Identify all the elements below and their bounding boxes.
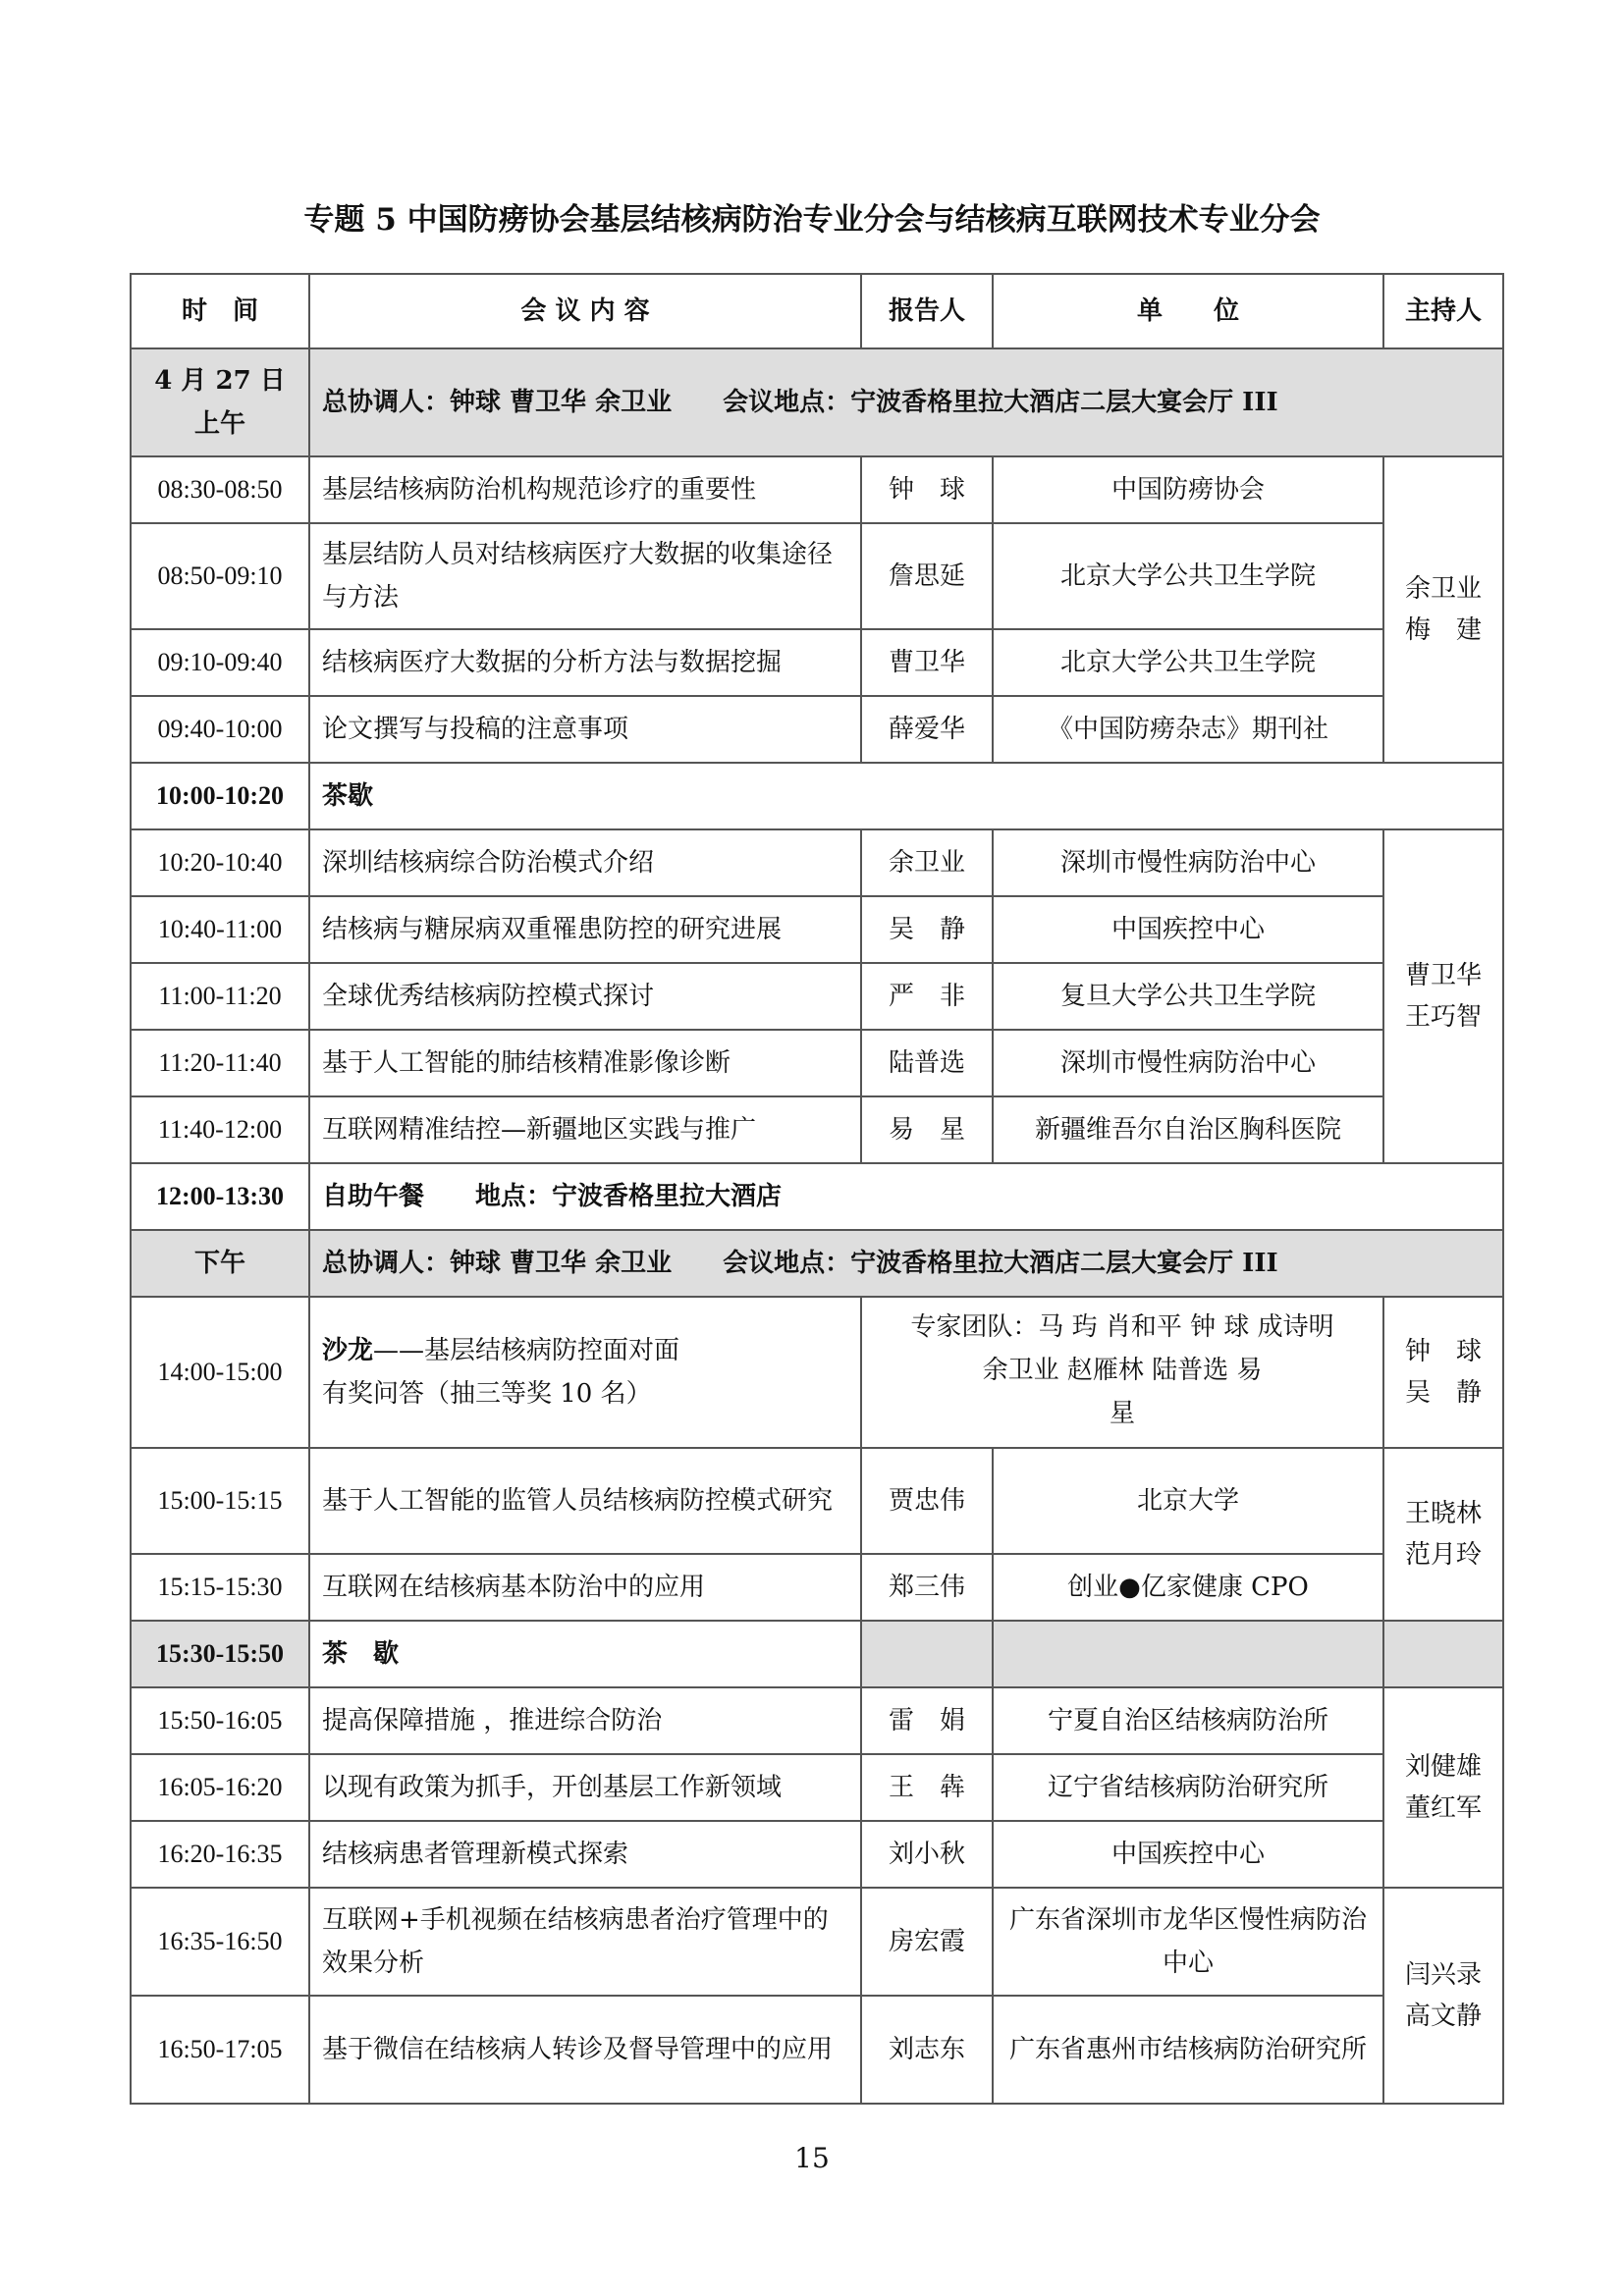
- row-content: 基层结核病防治机构规范诊疗的重要性: [309, 456, 861, 523]
- row-content: 结核病与糖尿病双重罹患防控的研究进展: [309, 896, 861, 963]
- row-speaker: 曹卫华: [861, 629, 993, 696]
- table-row: [131, 523, 1503, 629]
- table-row: [131, 629, 1503, 696]
- afternoon-session-row: [131, 1230, 1503, 1297]
- break-row: [131, 1621, 1503, 1687]
- host-cell: 余卫业 梅 建: [1383, 456, 1503, 763]
- row-content: 基于微信在结核病人转诊及督导管理中的应用: [309, 1996, 861, 2104]
- row-content: 提高保障措施 ，推进综合防治: [309, 1687, 861, 1754]
- salon-experts: 专家团队：马 玙 肖和平 钟 球 成诗明 余卫业 赵雁林 陆普选 易 星: [861, 1297, 1383, 1448]
- row-time: 08:50-09:10: [131, 523, 309, 629]
- row-org: 深圳市慢性病防治中心: [993, 829, 1383, 896]
- row-org: 宁夏自治区结核病防治所: [993, 1687, 1383, 1754]
- row-speaker: 詹思延: [861, 523, 993, 629]
- row-org: 复旦大学公共卫生学院: [993, 963, 1383, 1030]
- row-org: 中国疾控中心: [993, 896, 1383, 963]
- salon-content: [309, 1297, 861, 1448]
- table-row: [131, 963, 1503, 1030]
- host-cell: 钟 球 吴 静: [1383, 1297, 1503, 1448]
- table-row: [131, 1096, 1503, 1163]
- row-speaker: 钟 球: [861, 456, 993, 523]
- break-time: 10:00-10:20: [131, 763, 309, 829]
- row-speaker: 严 非: [861, 963, 993, 1030]
- agenda-table: [130, 273, 1504, 2105]
- row-org: 北京大学公共卫生学院: [993, 523, 1383, 629]
- row-content: 互联网精准结控—新疆地区实践与推广: [309, 1096, 861, 1163]
- header-time: 时 间: [131, 274, 309, 348]
- row-speaker: 房宏霞: [861, 1888, 993, 1996]
- salon-title: 沙龙: [322, 1336, 374, 1365]
- table-row: [131, 1996, 1503, 2104]
- row-time: 15:00-15:15: [131, 1448, 309, 1554]
- row-time: 10:40-11:00: [131, 896, 309, 963]
- row-speaker: 刘小秋: [861, 1821, 993, 1888]
- row-content: 基层结防人员对结核病医疗大数据的收集途径与方法: [309, 523, 861, 629]
- row-content: 基于人工智能的监管人员结核病防控模式研究: [309, 1448, 861, 1554]
- break-label: 茶 歇: [309, 1621, 861, 1687]
- row-content: 基于人工智能的肺结核精准影像诊断: [309, 1030, 861, 1096]
- agenda-table-wrapper: [130, 273, 1502, 2105]
- host-cell: 曹卫华 王巧智: [1383, 829, 1503, 1163]
- row-speaker: 王 犇: [861, 1754, 993, 1821]
- header-org: 单 位: [993, 274, 1383, 348]
- row-speaker: 刘志东: [861, 1996, 993, 2104]
- break-label: 茶歇: [309, 763, 1503, 829]
- row-speaker: 易 星: [861, 1096, 993, 1163]
- row-time: 16:05-16:20: [131, 1754, 309, 1821]
- row-time: 11:00-11:20: [131, 963, 309, 1030]
- table-row: [131, 1030, 1503, 1096]
- break-row: [131, 763, 1503, 829]
- morning-period: 上午: [193, 409, 245, 439]
- row-speaker: 陆普选: [861, 1030, 993, 1096]
- table-row: [131, 1754, 1503, 1821]
- afternoon-session-info: 总协调人：钟球 曹卫华 余卫业 会议地点：宁波香格里拉大酒店二层大宴会厅 III: [309, 1230, 1503, 1297]
- row-speaker: 余卫业: [861, 829, 993, 896]
- host-cell: 王晓林 范月玲: [1383, 1448, 1503, 1621]
- page-number: 15: [794, 2142, 830, 2174]
- row-time: 16:20-16:35: [131, 1821, 309, 1888]
- morning-session-info: 总协调人：钟球 曹卫华 余卫业 会议地点：宁波香格里拉大酒店二层大宴会厅 III: [309, 348, 1503, 456]
- row-content: 结核病医疗大数据的分析方法与数据挖掘: [309, 629, 861, 696]
- afternoon-period: 下午: [131, 1230, 309, 1297]
- row-time: 09:10-09:40: [131, 629, 309, 696]
- table-row: [131, 696, 1503, 763]
- row-time: 15:50-16:05: [131, 1687, 309, 1754]
- row-org: 北京大学公共卫生学院: [993, 629, 1383, 696]
- page-title: 专题 5 中国防痨协会基层结核病防治专业分会与结核病互联网技术专业分会: [303, 202, 1321, 238]
- row-time: 16:50-17:05: [131, 1996, 309, 2104]
- row-org: 北京大学: [993, 1448, 1383, 1554]
- row-content: 互联网在结核病基本防治中的应用: [309, 1554, 861, 1621]
- table-row: [131, 456, 1503, 523]
- morning-date-cell: [131, 348, 309, 456]
- salon-row: [131, 1297, 1503, 1448]
- row-content: 以现有政策为抓手，开创基层工作新领域: [309, 1754, 861, 1821]
- row-speaker: 薛爱华: [861, 696, 993, 763]
- row-content: 全球优秀结核病防控模式探讨: [309, 963, 861, 1030]
- header-host: 主持人: [1383, 274, 1503, 348]
- row-content: 结核病患者管理新模式探索: [309, 1821, 861, 1888]
- row-time: 11:20-11:40: [131, 1030, 309, 1096]
- break-time: 15:30-15:50: [131, 1621, 309, 1687]
- table-row: [131, 896, 1503, 963]
- row-content: 互联网+手机视频在结核病患者治疗管理中的效果分析: [309, 1888, 861, 1996]
- row-speaker: 吴 静: [861, 896, 993, 963]
- row-time: 16:35-16:50: [131, 1888, 309, 1996]
- row-time: 11:40-12:00: [131, 1096, 309, 1163]
- table-row: [131, 1448, 1503, 1554]
- morning-date: 4 月 27 日: [154, 366, 286, 396]
- header-content: 会 议 内 容: [309, 274, 861, 348]
- table-row: [131, 1554, 1503, 1621]
- row-org: 创业●亿家健康 CPO: [993, 1554, 1383, 1621]
- table-row: [131, 1821, 1503, 1888]
- row-org: 中国疾控中心: [993, 1821, 1383, 1888]
- row-speaker: 郑三伟: [861, 1554, 993, 1621]
- row-org: 深圳市慢性病防治中心: [993, 1030, 1383, 1096]
- salon-prize: 有奖问答（抽三等奖 10 名）: [322, 1379, 652, 1409]
- row-speaker: 雷 娟: [861, 1687, 993, 1754]
- empty-cell: [861, 1621, 993, 1687]
- salon-subtitle: ——基层结核病防控面对面: [373, 1336, 680, 1365]
- row-time: 15:15-15:30: [131, 1554, 309, 1621]
- row-time: 10:20-10:40: [131, 829, 309, 896]
- lunch-label: 自助午餐 地点：宁波香格里拉大酒店: [309, 1163, 1503, 1230]
- header-speaker: 报告人: [861, 274, 993, 348]
- row-time: 09:40-10:00: [131, 696, 309, 763]
- row-content: 深圳结核病综合防治模式介绍: [309, 829, 861, 896]
- table-row: [131, 1687, 1503, 1754]
- table-row: [131, 1888, 1503, 1996]
- table-row: [131, 829, 1503, 896]
- host-cell: 闫兴录 高文静: [1383, 1888, 1503, 2104]
- host-cell: 刘健雄 董红军: [1383, 1687, 1503, 1888]
- row-time: 08:30-08:50: [131, 456, 309, 523]
- row-org: 广东省惠州市结核病防治研究所: [993, 1996, 1383, 2104]
- empty-cell: [993, 1621, 1383, 1687]
- morning-session-row: [131, 348, 1503, 456]
- row-org: 新疆维吾尔自治区胸科医院: [993, 1096, 1383, 1163]
- lunch-row: [131, 1163, 1503, 1230]
- empty-cell: [1383, 1621, 1503, 1687]
- row-org: 辽宁省结核病防治研究所: [993, 1754, 1383, 1821]
- row-speaker: 贾忠伟: [861, 1448, 993, 1554]
- row-time: 14:00-15:00: [131, 1297, 309, 1448]
- row-org: 广东省深圳市龙华区慢性病防治中心: [993, 1888, 1383, 1996]
- row-org: 《中国防痨杂志》期刊社: [993, 696, 1383, 763]
- row-content: 论文撰写与投稿的注意事项: [309, 696, 861, 763]
- row-org: 中国防痨协会: [993, 456, 1383, 523]
- table-header-row: [131, 274, 1503, 348]
- lunch-time: 12:00-13:30: [131, 1163, 309, 1230]
